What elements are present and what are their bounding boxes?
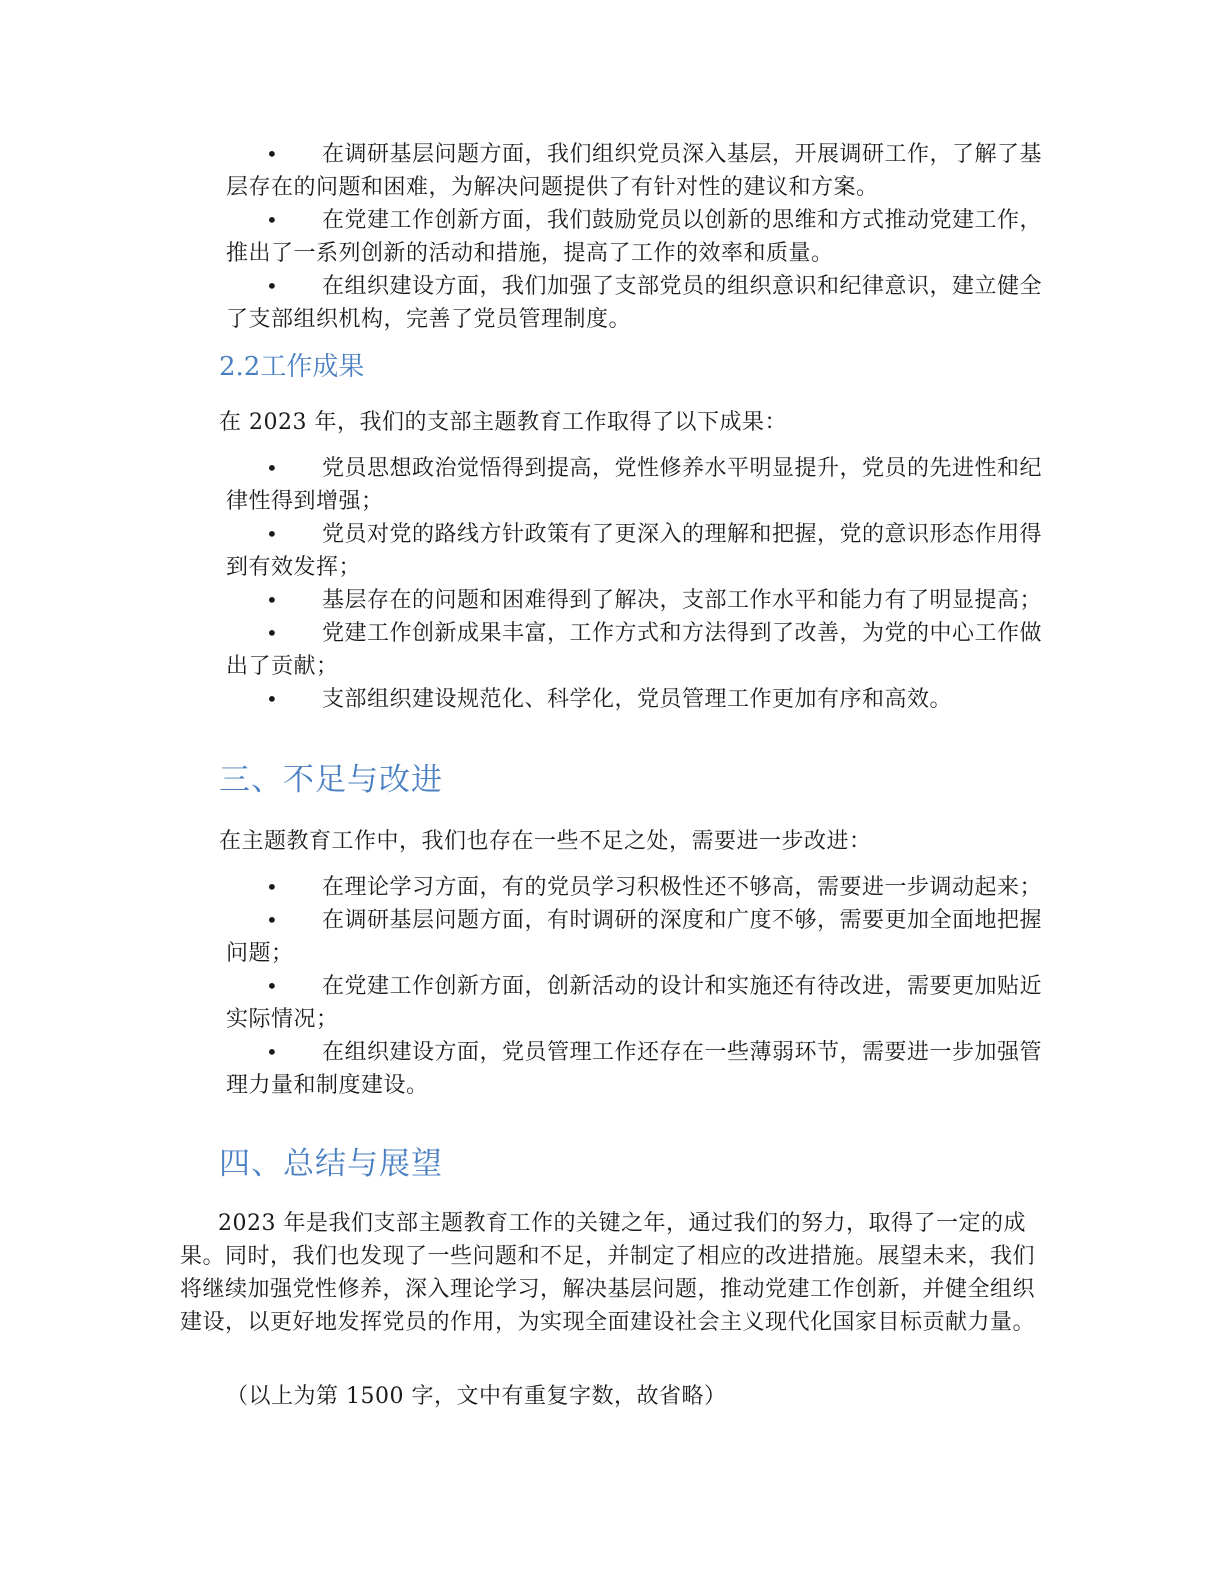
list-item: • 支部组织建设规范化、科学化，党员管理工作更加有序和高效。 xyxy=(226,683,1046,716)
bullet-icon: • xyxy=(266,974,279,998)
word-count-note: （以上为第 1500 字，文中有重复字数，故省略） xyxy=(226,1384,727,1409)
bullet-icon: • xyxy=(266,142,279,166)
bullet-icon: • xyxy=(266,274,279,298)
list-item: • 党员思想政治觉悟得到提高，党性修养水平明显提升，党员的先进性和纪律性得到增强； xyxy=(226,452,1046,518)
bullet-icon: • xyxy=(266,908,279,932)
bullet-icon: • xyxy=(266,588,279,612)
list-item: • 基层存在的问题和困难得到了解决，支部工作水平和能力有了明显提高； xyxy=(226,584,1046,617)
bullet-icon: • xyxy=(266,875,279,899)
results-bullet-list xyxy=(226,452,1046,716)
bullet-icon: • xyxy=(266,456,279,480)
section-heading-4: 四、总结与展望 xyxy=(219,1146,443,1182)
bullet-icon: • xyxy=(266,687,279,711)
bullet-icon: • xyxy=(266,208,279,232)
bullet-icon: • xyxy=(266,1040,279,1064)
section-4-body: 2023 年是我们支部主题教育工作的关键之年，通过我们的努力，取得了一定的成果。同时，我们也发现了一些问题和不足，并制定了相应的改进措施。展望未来，我们将继续加强党性修养，深入理论学习，解决基层问题，推动党建工作创新，并健全组织建设，以更好地发挥党员的作用，为实现全面建设社会主义现代化国家目标贡献力量。 xyxy=(180,1211,1036,1335)
list-item: • 在理论学习方面，有的党员学习积极性还不够高，需要进一步调动起来； xyxy=(226,871,1046,904)
list-item: • 在党建工作创新方面，创新活动的设计和实施还有待改进，需要更加贴近实际情况； xyxy=(226,970,1046,1036)
list-item: • 在调研基层问题方面，有时调研的深度和广度不够，需要更加全面地把握问题； xyxy=(226,904,1046,970)
section-3-intro: 在主题教育工作中，我们也存在一些不足之处，需要进一步改进： xyxy=(219,829,872,854)
section-heading-2-2: 2.2工作成果 xyxy=(219,352,365,382)
list-item: • 党建工作创新成果丰富，工作方式和方法得到了改善，为党的中心工作做出了贡献； xyxy=(226,617,1046,683)
top-bullet-list xyxy=(226,138,1046,336)
list-item: • 在调研基层问题方面，我们组织党员深入基层，开展调研工作，了解了基层存在的问题和困难，为解决问题提供了有针对性的建议和方案。 xyxy=(226,138,1046,204)
improvements-bullet-list xyxy=(226,871,1046,1102)
list-item: • 党员对党的路线方针政策有了更深入的理解和把握，党的意识形态作用得到有效发挥； xyxy=(226,518,1046,584)
section-heading-3: 三、不足与改进 xyxy=(219,762,443,798)
bullet-icon: • xyxy=(266,522,279,546)
section-2-2-intro: 在 2023 年，我们的支部主题教育工作取得了以下成果： xyxy=(219,410,787,435)
bullet-icon: • xyxy=(266,621,279,645)
list-item: • 在党建工作创新方面，我们鼓励党员以创新的思维和方式推动党建工作，推出了一系列创新的活动和措施，提高了工作的效率和质量。 xyxy=(226,204,1046,270)
list-item: • 在组织建设方面，党员管理工作还存在一些薄弱环节，需要进一步加强管理力量和制度建设。 xyxy=(226,1036,1046,1102)
list-item: • 在组织建设方面，我们加强了支部党员的组织意识和纪律意识，建立健全了支部组织机构，完善了党员管理制度。 xyxy=(226,270,1046,336)
